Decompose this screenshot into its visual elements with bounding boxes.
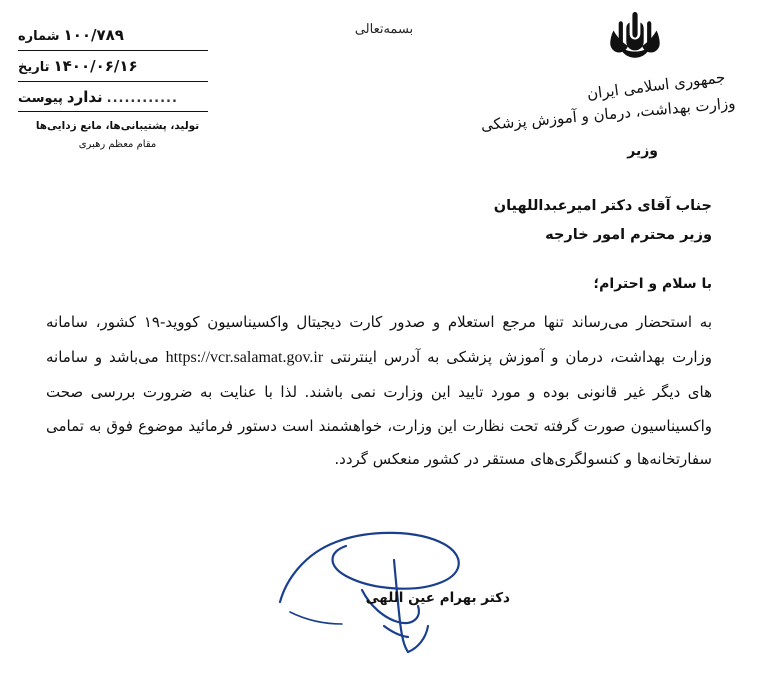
signature-block bbox=[0, 520, 768, 670]
ministry-letterhead bbox=[479, 8, 740, 135]
addressee-role: وزیر محترم امور خارجه bbox=[545, 227, 712, 243]
signature-name: دکتر بهرام عین اللهی bbox=[365, 590, 510, 606]
letterhead-attachment-label: پیوست bbox=[18, 90, 63, 106]
vcr-url-text: https://vcr.salamat.gov.ir bbox=[165, 348, 324, 366]
ministry-line-2: وزارت بهداشت، درمان و آموزش پزشکی bbox=[479, 94, 736, 135]
besmellah-text: بسمه‌تعالی bbox=[354, 22, 414, 37]
ministry-line-1: جمهوری اسلامی ایران bbox=[585, 68, 727, 103]
letterhead-divider-2 bbox=[18, 81, 208, 82]
letterhead-divider-1 bbox=[18, 50, 208, 51]
addressee-name: جناب آقای دکتر امیرعبداللهیان bbox=[493, 198, 712, 214]
letter-body bbox=[0, 192, 768, 492]
iran-emblem-icon bbox=[603, 8, 667, 66]
letterhead-number-label: شماره bbox=[18, 29, 60, 44]
body-paragraph bbox=[46, 306, 712, 477]
letterhead-date-row bbox=[18, 53, 208, 80]
letterhead-dots: ............ bbox=[106, 90, 178, 106]
letterhead-date-label: تاریخ bbox=[18, 59, 50, 75]
letterhead-attachment-value: ندارد bbox=[66, 87, 103, 106]
year-slogan-line1: تولید، پشتیبانی‌ها، مانع زدایی‌ها bbox=[35, 120, 200, 132]
letterhead-divider-3 bbox=[18, 111, 208, 112]
minister-title: وزیر bbox=[627, 143, 658, 159]
letterhead-number-value: ۱۰۰/۷۸۹ bbox=[63, 26, 124, 44]
year-slogan-line2: مقام معظم رهبری bbox=[78, 138, 157, 150]
body-part-2: می‌باشد و سامانه های دیگر غیر قانونی بوده و مورد تایید این وزارت نمی باشند. لذا با عنایت به ضرورت بررسی صحت واکسیناسیون صورت گرفته تحت نظارت این وزارت، خواهشمند است دستور فرمائید موضوع فوق به تمامی سفارتخانه‌ها و کنسولگری‌های مستقر در کشور منعکس گردد. bbox=[46, 347, 712, 469]
body-part-1: به استحضار می‌رساند تنها مرجع استعلام و صدور کارت دیجیتال واکسیناسیون کووید-۱۹ کشور، سامانه وزارت بهداشت، درمان و آموزش پزشکی به آدرس اینترنتی bbox=[46, 313, 713, 366]
year-slogan bbox=[10, 118, 225, 153]
letterhead-date-value: ۱۴۰۰/۰۶/۱۶ bbox=[53, 56, 138, 75]
letterhead-attachment-row bbox=[18, 84, 208, 111]
ministry-calligraphy bbox=[479, 68, 736, 135]
letter-header bbox=[0, 0, 768, 159]
salutation-text: با سلام و احترام؛ bbox=[593, 276, 712, 292]
addressee-block bbox=[46, 192, 712, 250]
